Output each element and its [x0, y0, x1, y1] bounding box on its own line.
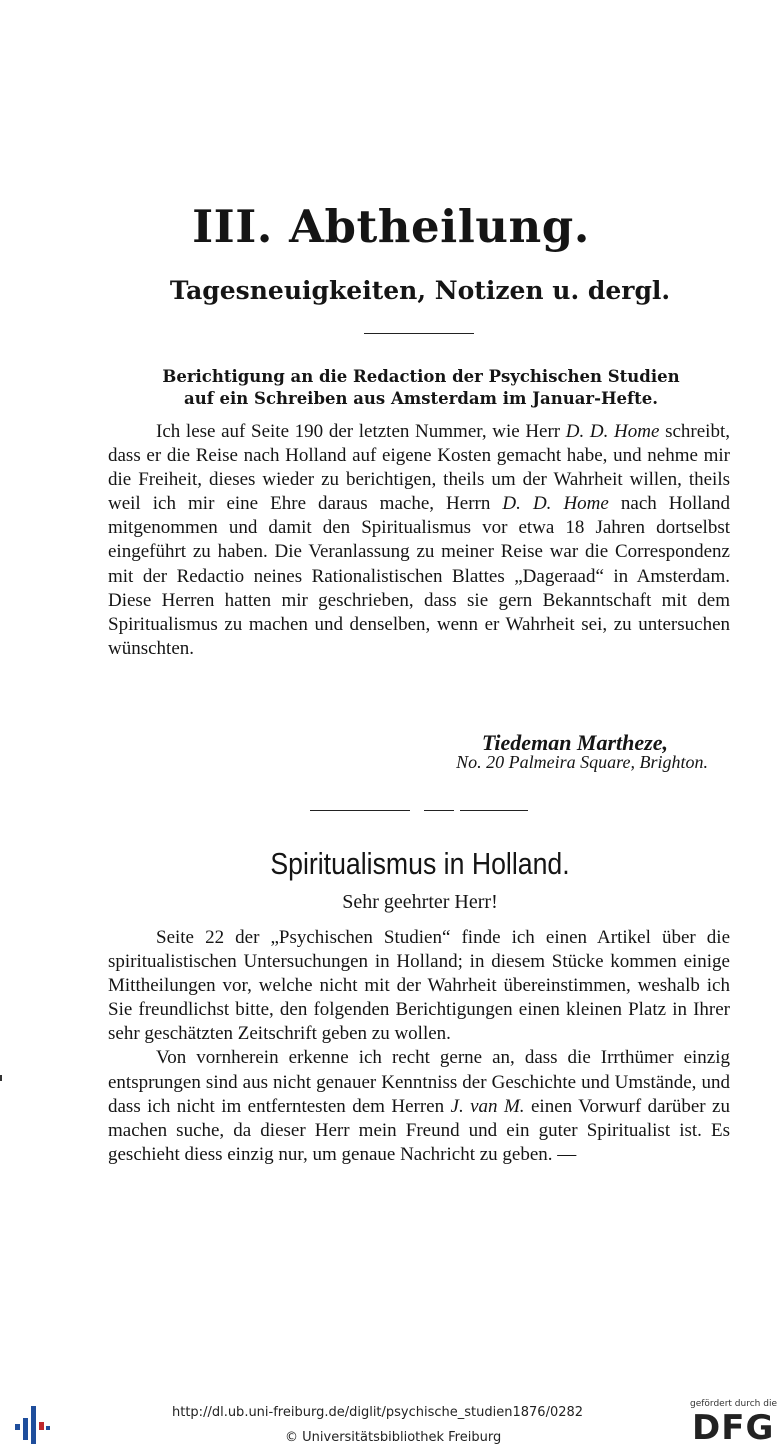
article-body [108, 420, 730, 661]
divider-rule [310, 810, 410, 811]
dfg-logo: DFG [692, 1408, 775, 1448]
person-name: J. van M. [450, 1095, 525, 1117]
divider-rule [424, 810, 454, 811]
section-title: III. Abtheilung. [192, 200, 590, 253]
article-heading-line-1: Berichtigung an die Redaction der Psychischen Studien [162, 367, 680, 386]
person-name: D. D. Home [502, 493, 609, 515]
letter-body [108, 926, 730, 1167]
signature-name: Tiedeman Martheze, [481, 730, 668, 755]
person-name: D. D. Home [565, 421, 660, 442]
signature-address: No. 20 Palmeira Square, Brighton. [456, 752, 708, 772]
source-url-link[interactable]: http://dl.ub.uni-freiburg.de/diglit/psychische_studien1876/0282 [172, 1405, 584, 1420]
text-run: schreibt, dass er die Reise nach Holland auf eigene Kosten gemacht habe, und nehme mir die Freiheit, dieses wieder zu berichtigen, theils um der Wahrheit willen, theils weil ich mir eine Ehre daraus mache, Herrn [108, 421, 730, 515]
letter-paragraph: Seite 22 der „Psychischen Studien“ finde ich einen Artikel über die spiritualistischen Untersuchungen in Holland; in diesem Stücke kommen einige Mittheilungen vor, welche nicht mit der Wahrheit übereinstimmen, weshalb ich Sie freundlichst bitte, den folgenden Berichtigungen einen kleinen Platz in Ihrer sehr geschätzten Zeitschrift geben zu wollen. [108, 927, 730, 1045]
text-run: nach Holland mitgenommen und damit den Spiritualismus vor etwa 18 Jahren dortselbst eingeführt zu haben. Die Veranlassung zu meiner Reise war die Correspondenz mit der Redactio neines Rationalistischen Blattes „Dageraad“ in Amsterdam. Diese Herren hatten mir geschrieben, dass sie gern Bekanntschaft mit dem Spiritualismus zu machen und denselben, wenn er Wahrheit sei, zu untersuchen wünschten. [108, 493, 731, 659]
article-heading [108, 366, 734, 410]
section-subtitle: Tagesneuigkeiten, Notizen u. dergl. [169, 276, 671, 305]
article-heading-2: Spiritualismus in Holland. [270, 846, 570, 881]
divider-rule [364, 333, 474, 334]
article-heading-line-2: auf ein Schreiben aus Amsterdam im Januar-Hefte. [184, 389, 658, 408]
scan-mark [0, 1075, 2, 1081]
library-logo-icon [13, 1402, 53, 1446]
article-paragraph [108, 420, 730, 661]
text-run: Von vornherein erkenne ich recht gerne an, dass die Irrthümer einzig entsprungen sind aus nicht genauer Kenntniss der Geschichte und Umstände, und dass ich nicht im entferntesten dem Herren [108, 1047, 730, 1117]
copyright-notice: © Universitätsbibliothek Freiburg [285, 1430, 502, 1445]
letter-paragraph [108, 1046, 730, 1166]
divider-rule [460, 810, 528, 811]
text-run: Ich lese auf Seite 190 der letzten Nummer, wie Herr [156, 421, 566, 442]
text-run: einen Vorwurf darüber zu machen suche, da dieser Herr mein Freund und ein guter Spiritualist ist. Es geschieht diess einzig nur, um genaue Nachricht zu geben. — [108, 1095, 730, 1165]
salutation: Sehr geehrter Herr! [342, 891, 498, 913]
dfg-tagline: gefördert durch die [690, 1399, 777, 1409]
